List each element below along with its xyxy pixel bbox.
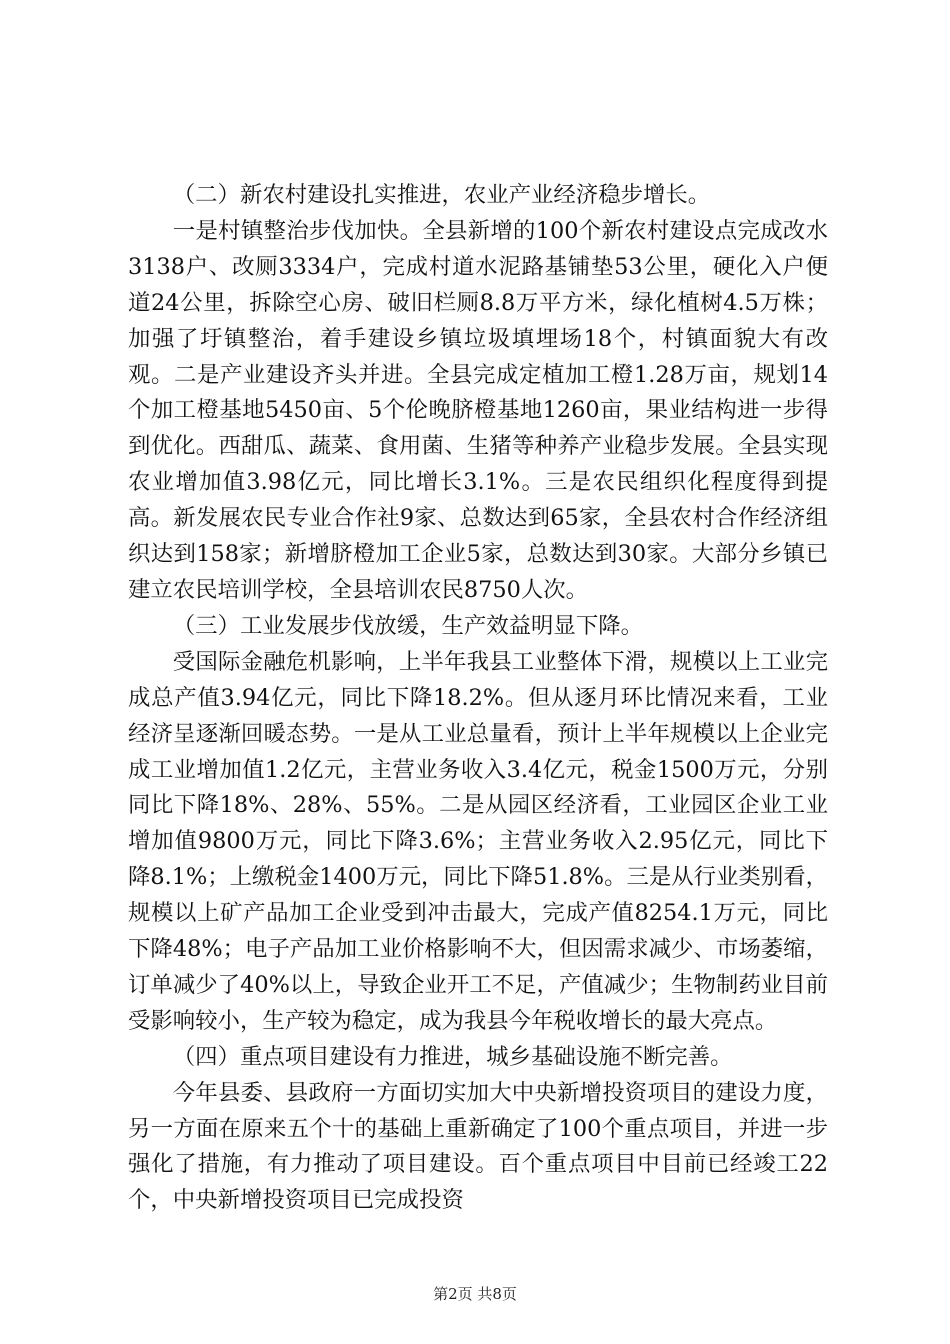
section-heading: （四）重点项目建设有力推进，城乡基础设施不断完善。 xyxy=(172,1043,733,1070)
page-footer: 第2页 共8页 xyxy=(433,1285,517,1303)
section-heading: （二）新农村建设扎实推进，农业产业经济稳步增长。 xyxy=(172,182,711,208)
body-paragraph: 受国际金融危机影响，上半年我县工业整体下滑，规模以上工业完成总产值3.94亿元，同比下降18.2%。但从逐月环比情况来看，工业经济呈逐渐回暖态势。一是从工业总量看，预计上半年规模以上企业完成工业增加值1.2亿元，主营业务收入3.4亿元，税金1500万元，分别同比下降18%、28%、55%。二是从园区经济看，工业园区企业工业增加值9800万元，同比下降3.6%；主营业务收入2.95亿元，同比下降8.1%；上缴税金1400万元，同比下降51.8%。三是从行业类别看，规模以上矿产品加工企业受到冲击最大，完成产值8254.1万元，同比下降48%；电子产品加工业价格影响不大，但因需求减少、市场萎缩，订单减少了40%以上，导致企业开工不足，产值减少；生物制药业目前受影响较小，生产较为稳定，成为我县今年税收增长的最大亮点。 xyxy=(128,648,828,1034)
body-paragraph: 今年县委、县政府一方面切实加大中央新增投资项目的建设力度，另一方面在原来五个十的基础上重新确定了100个重点项目，并进一步强化了措施，有力推动了项目建设。百个重点项目中目前已经竣工22个，中央新增投资项目已完成投资 xyxy=(128,1079,828,1214)
document-body xyxy=(128,178,828,1219)
section-heading: （三）工业发展步伐放缓，生产效益明显下降。 xyxy=(172,612,643,639)
body-paragraph: 一是村镇整治步伐加快。全县新增的100个新农村建设点完成改水3138户、改厕3334户，完成村道水泥路基铺垫53公里，硬化入户便道24公里，拆除空心房、破旧栏厕8.8万平方米，绿化植树4.5万株；加强了圩镇整治，着手建设乡镇垃圾填埋场18个，村镇面貌大有改观。二是产业建设齐头并进。全县完成定植加工橙1.28万亩，规划14个加工橙基地5450亩、5个伦晚脐橙基地1260亩，果业结构进一步得到优化。西甜瓜、蔬菜、食用菌、生猪等种养产业稳步发展。全县实现农业增加值3.98亿元，同比增长3.1%。三是农民组织化程度得到提高。新发展农民专业合作社9家、总数达到65家，全县农村合作经济组织达到158家；新增脐橙加工企业5家，总数达到30家。大部分乡镇已建立农民培训学校，全县培训农民8750人次。 xyxy=(128,217,828,603)
